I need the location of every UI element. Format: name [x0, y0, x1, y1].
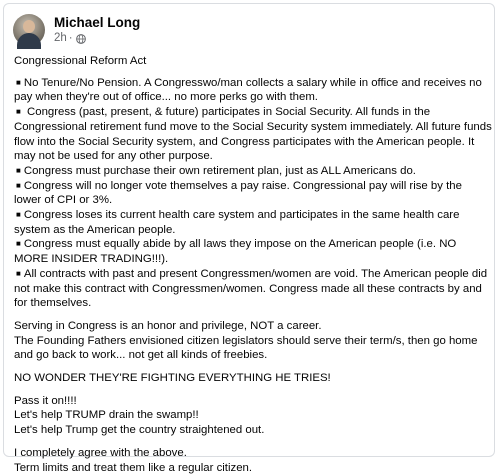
list-item: ■ Congress must equally abide by all laws they impose on the American people (i.e. NO MORE INSIDER TRADING!!!).	[14, 238, 457, 266]
post-time[interactable]: 2h	[54, 32, 67, 44]
list-item: ■ Congress will no longer vote themselves a pay raise. Congressional pay will rise by the lower of CPI or 3%.	[14, 179, 462, 207]
meta-separator: ·	[68, 32, 73, 44]
post-header	[13, 13, 140, 47]
paragraph-term-limits: Term limits and treat them like a regular citizen.	[14, 461, 253, 474]
post-content	[14, 54, 492, 475]
avatar[interactable]	[13, 14, 45, 46]
bullet-marker: ■	[16, 210, 21, 220]
paragraph-drain-swamp: Let's help TRUMP drain the swamp!!	[14, 409, 199, 422]
list-item: ■ Congress (past, present, & future) participates in Social Security. All funds in the Congressional retirement fund move to the Social Security system immediately. All future funds flow into the Social Security system, and Congress participates with the American people. It may not be used for any other purpose.	[14, 106, 492, 163]
list-item: ■ Congress must purchase their own retirement plan, just as ALL Americans do.	[16, 164, 416, 177]
author-name[interactable]: Michael Long	[54, 15, 141, 30]
avatar-head	[23, 20, 35, 33]
avatar-shoulders	[17, 33, 41, 49]
list-item: ■ No Tenure/No Pension. A Congresswo/man collects a salary while in office and receives no pay when they're out of office... no more perks go with them.	[14, 76, 482, 104]
paragraph-no-wonder: NO WONDER THEY'RE FIGHTING EVERYTHING HE TRIES!	[14, 372, 331, 385]
paragraph-pass-it-on: Pass it on!!!!	[14, 394, 77, 407]
paragraph-straighten-out: Let's help Trump get the country straightened out.	[14, 424, 265, 437]
bullet-marker: ■	[16, 180, 21, 190]
bullet-marker: ■	[16, 77, 21, 87]
post-card	[3, 3, 495, 474]
bullet-marker: ■	[16, 165, 21, 175]
list-item: ■ Congress loses its current health care system and participates in the same health care system as the American people.	[14, 209, 460, 236]
bullet-marker: ■	[16, 268, 21, 278]
list-item: ■ All contracts with past and present Congressmen/women are void. The American people did not make this contract with Congressmen/women. Congress made all these contracts by and for themselves.	[14, 267, 488, 310]
post-title: Congressional Reform Act	[14, 55, 147, 67]
paragraph-founding-fathers: The Founding Fathers envisioned citizen legislators should serve their term/s, then go home and go back to work... not get all kinds of freebies.	[14, 334, 478, 362]
bullet-marker: ■	[16, 239, 21, 249]
post-timestamp-row	[54, 31, 140, 46]
paragraph-agree: I completely agree with the above.	[14, 446, 187, 459]
paragraph-honor: Serving in Congress is an honor and privilege, NOT a career.	[14, 319, 322, 332]
post-meta	[54, 14, 140, 46]
bullet-marker: ■	[16, 107, 21, 117]
globe-icon[interactable]	[76, 34, 86, 44]
